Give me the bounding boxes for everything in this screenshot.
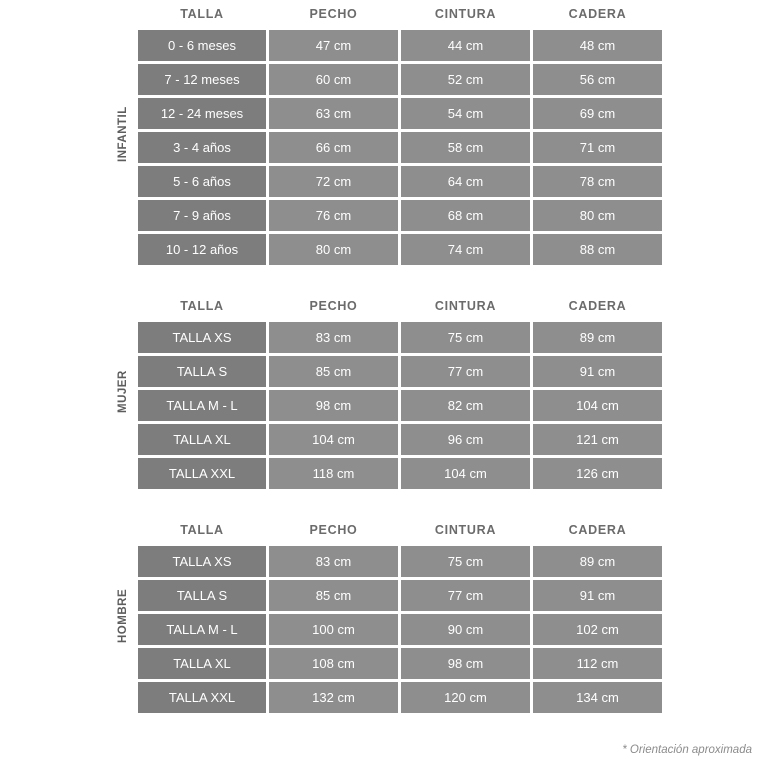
column-header: PECHO <box>309 523 358 537</box>
column-header: CADERA <box>568 299 627 313</box>
section-spacer <box>0 492 770 516</box>
measurement-cell: 121 cm <box>533 424 662 455</box>
measurement-cell: 98 cm <box>401 648 530 679</box>
size-cell: TALLA S <box>138 580 266 611</box>
column-header: CADERA <box>568 7 627 21</box>
column-header: TALLA <box>180 299 224 313</box>
size-table <box>135 0 665 268</box>
table-row <box>138 234 662 265</box>
measurement-cell: 96 cm <box>401 424 530 455</box>
measurement-cell: 85 cm <box>269 356 398 387</box>
measurement-cell: 64 cm <box>401 166 530 197</box>
measurement-cell: 66 cm <box>269 132 398 163</box>
measurement-cell: 58 cm <box>401 132 530 163</box>
size-cell: 0 - 6 meses <box>138 30 266 61</box>
measurement-cell: 104 cm <box>401 458 530 489</box>
table-row <box>138 98 662 129</box>
size-cell: TALLA XS <box>138 322 266 353</box>
measurement-cell: 100 cm <box>269 614 398 645</box>
column-header: CINTURA <box>434 7 497 21</box>
measurement-cell: 98 cm <box>269 390 398 421</box>
measurement-cell: 134 cm <box>533 682 662 713</box>
measurement-cell: 52 cm <box>401 64 530 95</box>
table-header-row <box>138 3 662 27</box>
table-row <box>138 322 662 353</box>
category-label: HOMBRE <box>117 588 129 644</box>
measurement-cell: 104 cm <box>269 424 398 455</box>
measurement-cell: 89 cm <box>533 322 662 353</box>
measurement-cell: 69 cm <box>533 98 662 129</box>
column-header: CADERA <box>568 523 627 537</box>
size-section-infantil <box>0 0 770 268</box>
measurement-cell: 126 cm <box>533 458 662 489</box>
size-cell: TALLA XS <box>138 546 266 577</box>
table-header-row <box>138 519 662 543</box>
measurement-cell: 68 cm <box>401 200 530 231</box>
table-row <box>138 648 662 679</box>
column-header: PECHO <box>309 7 358 21</box>
measurement-cell: 48 cm <box>533 30 662 61</box>
measurement-cell: 75 cm <box>401 322 530 353</box>
measurement-cell: 47 cm <box>269 30 398 61</box>
table-row <box>138 166 662 197</box>
measurement-cell: 102 cm <box>533 614 662 645</box>
category-label: MUJER <box>117 370 129 414</box>
table-row <box>138 390 662 421</box>
size-cell: TALLA M - L <box>138 390 266 421</box>
measurement-cell: 90 cm <box>401 614 530 645</box>
measurement-cell: 75 cm <box>401 546 530 577</box>
table-row <box>138 682 662 713</box>
size-cell: 7 - 9 años <box>138 200 266 231</box>
table-row <box>138 580 662 611</box>
measurement-cell: 80 cm <box>533 200 662 231</box>
size-cell: 10 - 12 años <box>138 234 266 265</box>
table-header-row <box>138 295 662 319</box>
size-cell: TALLA M - L <box>138 614 266 645</box>
table-row <box>138 356 662 387</box>
size-table <box>135 292 665 492</box>
size-cell: TALLA XL <box>138 424 266 455</box>
table-row <box>138 458 662 489</box>
table-row <box>138 132 662 163</box>
column-header: TALLA <box>180 7 224 21</box>
column-header: CINTURA <box>434 299 497 313</box>
measurement-cell: 77 cm <box>401 356 530 387</box>
measurement-cell: 74 cm <box>401 234 530 265</box>
size-table <box>135 516 665 716</box>
size-cell: TALLA XXL <box>138 682 266 713</box>
size-cell: 12 - 24 meses <box>138 98 266 129</box>
measurement-cell: 80 cm <box>269 234 398 265</box>
table-row <box>138 64 662 95</box>
measurement-cell: 104 cm <box>533 390 662 421</box>
size-section-mujer <box>0 292 770 492</box>
section-spacer <box>0 268 770 292</box>
measurement-cell: 132 cm <box>269 682 398 713</box>
table-row <box>138 614 662 645</box>
measurement-cell: 60 cm <box>269 64 398 95</box>
column-header: CINTURA <box>434 523 497 537</box>
measurement-cell: 77 cm <box>401 580 530 611</box>
measurement-cell: 89 cm <box>533 546 662 577</box>
measurement-cell: 44 cm <box>401 30 530 61</box>
measurement-cell: 56 cm <box>533 64 662 95</box>
size-cell: 5 - 6 años <box>138 166 266 197</box>
table-row <box>138 200 662 231</box>
measurement-cell: 118 cm <box>269 458 398 489</box>
size-cell: 7 - 12 meses <box>138 64 266 95</box>
measurement-cell: 108 cm <box>269 648 398 679</box>
measurement-cell: 71 cm <box>533 132 662 163</box>
size-cell: TALLA XXL <box>138 458 266 489</box>
measurement-cell: 85 cm <box>269 580 398 611</box>
measurement-cell: 76 cm <box>269 200 398 231</box>
size-section-hombre <box>0 516 770 716</box>
measurement-cell: 91 cm <box>533 356 662 387</box>
measurement-cell: 83 cm <box>269 546 398 577</box>
column-header: TALLA <box>180 523 224 537</box>
measurement-cell: 88 cm <box>533 234 662 265</box>
size-cell: TALLA S <box>138 356 266 387</box>
measurement-cell: 91 cm <box>533 580 662 611</box>
table-row <box>138 424 662 455</box>
measurement-cell: 83 cm <box>269 322 398 353</box>
column-header: PECHO <box>309 299 358 313</box>
category-label: INFANTIL <box>117 106 129 162</box>
measurement-cell: 63 cm <box>269 98 398 129</box>
measurement-cell: 120 cm <box>401 682 530 713</box>
table-row <box>138 546 662 577</box>
measurement-cell: 112 cm <box>533 648 662 679</box>
measurement-cell: 54 cm <box>401 98 530 129</box>
size-cell: 3 - 4 años <box>138 132 266 163</box>
measurement-cell: 82 cm <box>401 390 530 421</box>
table-row <box>138 30 662 61</box>
size-cell: TALLA XL <box>138 648 266 679</box>
measurement-cell: 78 cm <box>533 166 662 197</box>
footnote: * Orientación aproximada <box>622 744 752 756</box>
measurement-cell: 72 cm <box>269 166 398 197</box>
